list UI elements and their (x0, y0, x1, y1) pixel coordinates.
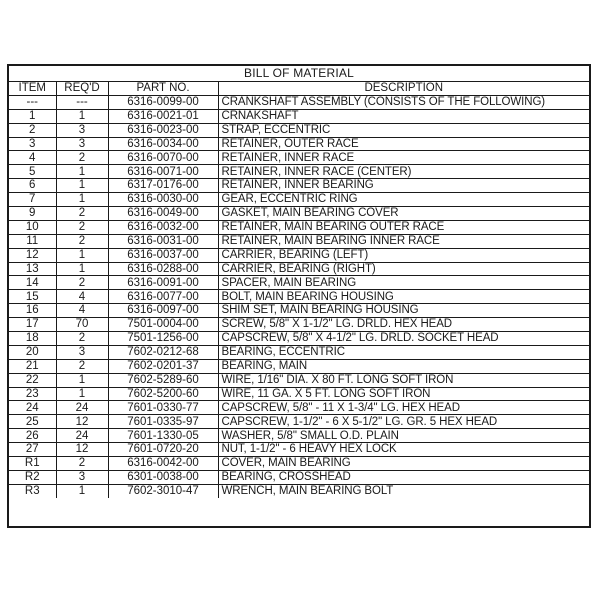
bill-of-material-sheet (7, 64, 591, 528)
cell-part-number: 7602-0201-37 (108, 359, 218, 373)
cell-part-number: 6316-0049-00 (108, 207, 218, 221)
table-row (9, 443, 589, 457)
cell-item: 15 (9, 290, 56, 304)
cell-item: R1 (9, 457, 56, 471)
table-row (9, 151, 589, 165)
cell-part-number: 7602-0212-68 (108, 345, 218, 359)
column-header-part-number: PART NO. (108, 82, 218, 95)
cell-required-qty: 2 (56, 332, 108, 346)
cell-item: 10 (9, 220, 56, 234)
cell-required-qty: 12 (56, 443, 108, 457)
cell-item: 14 (9, 276, 56, 290)
cell-required-qty: 2 (56, 207, 108, 221)
cell-item: 1 (9, 109, 56, 123)
cell-part-number: 6316-0099-00 (108, 95, 218, 109)
cell-description: GEAR, ECCENTRIC RING (218, 193, 589, 207)
cell-item: 5 (9, 165, 56, 179)
cell-item: 26 (9, 429, 56, 443)
cell-required-qty: 1 (56, 262, 108, 276)
cell-required-qty: 24 (56, 429, 108, 443)
cell-description: CAPSCREW, 5/8" X 4-1/2" LG. DRLD. SOCKET HEAD (218, 332, 589, 346)
cell-part-number: 6317-0176-00 (108, 179, 218, 193)
table-row (9, 123, 589, 137)
table-row (9, 415, 589, 429)
cell-item: --- (9, 95, 56, 109)
cell-part-number: 7501-0004-00 (108, 318, 218, 332)
table-row (9, 318, 589, 332)
cell-part-number: 6316-0097-00 (108, 304, 218, 318)
cell-item: 11 (9, 234, 56, 248)
cell-description: SCREW, 5/8" X 1-1/2" LG. DRLD. HEX HEAD (218, 318, 589, 332)
cell-description: GASKET, MAIN BEARING COVER (218, 207, 589, 221)
cell-required-qty: 24 (56, 401, 108, 415)
table-row (9, 220, 589, 234)
cell-description: CARRIER, BEARING (LEFT) (218, 248, 589, 262)
cell-description: RETAINER, MAIN BEARING INNER RACE (218, 234, 589, 248)
cell-description: RETAINER, INNER BEARING (218, 179, 589, 193)
cell-part-number: 6316-0071-00 (108, 165, 218, 179)
table-row (9, 359, 589, 373)
cell-required-qty: 2 (56, 359, 108, 373)
cell-required-qty: 2 (56, 234, 108, 248)
cell-description: WIRE, 1/16" DIA. X 80 FT. LONG SOFT IRON (218, 373, 589, 387)
table-row (9, 276, 589, 290)
cell-required-qty: 1 (56, 248, 108, 262)
cell-description: CAPSCREW, 1-1/2" - 6 X 5-1/2" LG. GR. 5 HEX HEAD (218, 415, 589, 429)
cell-required-qty: 3 (56, 137, 108, 151)
bom-title: BILL OF MATERIAL (9, 66, 589, 82)
cell-required-qty: 1 (56, 193, 108, 207)
cell-item: 13 (9, 262, 56, 276)
cell-item: 2 (9, 123, 56, 137)
cell-description: CRNAKSHAFT (218, 109, 589, 123)
cell-required-qty: 3 (56, 470, 108, 484)
table-row (9, 290, 589, 304)
cell-part-number: 6316-0021-01 (108, 109, 218, 123)
cell-part-number: 7601-0335-97 (108, 415, 218, 429)
cell-description: BEARING, CROSSHEAD (218, 470, 589, 484)
cell-part-number: 7601-0330-77 (108, 401, 218, 415)
cell-required-qty: 2 (56, 276, 108, 290)
cell-description: WIRE, 11 GA. X 5 FT. LONG SOFT IRON (218, 387, 589, 401)
cell-description: BOLT, MAIN BEARING HOUSING (218, 290, 589, 304)
cell-description: RETAINER, OUTER RACE (218, 137, 589, 151)
table-row (9, 95, 589, 109)
table-row (9, 401, 589, 415)
cell-required-qty: 12 (56, 415, 108, 429)
cell-item: 25 (9, 415, 56, 429)
cell-description: WRENCH, MAIN BEARING BOLT (218, 484, 589, 497)
cell-required-qty: 70 (56, 318, 108, 332)
table-row (9, 137, 589, 151)
cell-required-qty: 3 (56, 123, 108, 137)
cell-item: 6 (9, 179, 56, 193)
cell-part-number: 6316-0034-00 (108, 137, 218, 151)
cell-description: WASHER, 5/8" SMALL O.D. PLAIN (218, 429, 589, 443)
table-row (9, 332, 589, 346)
cell-description: CARRIER, BEARING (RIGHT) (218, 262, 589, 276)
cell-description: SPACER, MAIN BEARING (218, 276, 589, 290)
table-row (9, 234, 589, 248)
cell-description: COVER, MAIN BEARING (218, 457, 589, 471)
cell-part-number: 6316-0091-00 (108, 276, 218, 290)
cell-description: RETAINER, INNER RACE (CENTER) (218, 165, 589, 179)
cell-description: NUT, 1-1/2" - 6 HEAVY HEX LOCK (218, 443, 589, 457)
cell-part-number: 6316-0032-00 (108, 220, 218, 234)
table-row (9, 457, 589, 471)
table-row (9, 387, 589, 401)
cell-item: 27 (9, 443, 56, 457)
table-row (9, 165, 589, 179)
cell-required-qty: 1 (56, 165, 108, 179)
cell-item: 23 (9, 387, 56, 401)
table-row (9, 470, 589, 484)
cell-item: 12 (9, 248, 56, 262)
cell-part-number: 7501-1256-00 (108, 332, 218, 346)
cell-required-qty: 3 (56, 345, 108, 359)
cell-description: SHIM SET, MAIN BEARING HOUSING (218, 304, 589, 318)
cell-part-number: 7602-5289-60 (108, 373, 218, 387)
cell-required-qty: 1 (56, 387, 108, 401)
cell-item: 22 (9, 373, 56, 387)
table-row (9, 179, 589, 193)
table-row (9, 207, 589, 221)
column-header-description: DESCRIPTION (218, 82, 589, 95)
table-row (9, 373, 589, 387)
cell-description: CAPSCREW, 5/8" - 11 X 1-3/4" LG. HEX HEAD (218, 401, 589, 415)
table-row (9, 429, 589, 443)
cell-item: R2 (9, 470, 56, 484)
cell-item: 17 (9, 318, 56, 332)
cell-description: BEARING, MAIN (218, 359, 589, 373)
cell-part-number: 7601-1330-05 (108, 429, 218, 443)
cell-required-qty: 4 (56, 290, 108, 304)
cell-required-qty: 2 (56, 457, 108, 471)
cell-item: 24 (9, 401, 56, 415)
cell-required-qty: 4 (56, 304, 108, 318)
cell-item: R3 (24, 485, 40, 498)
cell-required-qty: 2 (56, 151, 108, 165)
cell-part-number: 6316-0030-00 (108, 193, 218, 207)
table-row (9, 248, 589, 262)
cell-required-qty: 1 (56, 179, 108, 193)
cell-item: 18 (9, 332, 56, 346)
cell-part-number: 6316-0288-00 (108, 262, 218, 276)
cell-part-number: 7601-0720-20 (108, 443, 218, 457)
cell-required-qty: --- (56, 95, 108, 109)
cell-required-qty: 1 (56, 373, 108, 387)
cell-part-number: 6316-0077-00 (108, 290, 218, 304)
cell-item: 21 (9, 359, 56, 373)
table-row (9, 345, 589, 359)
cell-required-qty: 1 (56, 484, 108, 497)
header-row (9, 82, 589, 95)
column-header-item: ITEM (9, 82, 56, 95)
cell-required-qty: 2 (56, 220, 108, 234)
table-row (9, 484, 589, 497)
bom-body (9, 95, 589, 497)
cell-part-number: 6316-0023-00 (108, 123, 218, 137)
cell-description: STRAP, ECCENTRIC (218, 123, 589, 137)
cell-part-number: 6316-0070-00 (108, 151, 218, 165)
cell-description: CRANKSHAFT ASSEMBLY (CONSISTS OF THE FOLLOWING) (218, 95, 589, 109)
cell-item: 7 (9, 193, 56, 207)
bom-table (9, 82, 589, 498)
table-row (9, 304, 589, 318)
cell-description: RETAINER, INNER RACE (218, 151, 589, 165)
cell-part-number: 6316-0042-00 (108, 457, 218, 471)
cell-item: 9 (9, 207, 56, 221)
cell-item: 4 (9, 151, 56, 165)
cell-item: 3 (9, 137, 56, 151)
cell-part-number: 6301-0038-00 (108, 470, 218, 484)
table-row (9, 262, 589, 276)
cell-description: RETAINER, MAIN BEARING OUTER RACE (218, 220, 589, 234)
cell-part-number: 7602-3010-47 (108, 484, 218, 497)
cell-part-number: 6316-0031-00 (108, 234, 218, 248)
cell-item: 20 (9, 345, 56, 359)
cell-description: BEARING, ECCENTRIC (218, 345, 589, 359)
cell-item: 16 (9, 304, 56, 318)
table-row (9, 193, 589, 207)
column-header-required: REQ'D (56, 82, 108, 95)
cell-part-number: 7602-5200-60 (108, 387, 218, 401)
table-row (9, 109, 589, 123)
cell-part-number: 6316-0037-00 (108, 248, 218, 262)
cell-required-qty: 1 (56, 109, 108, 123)
